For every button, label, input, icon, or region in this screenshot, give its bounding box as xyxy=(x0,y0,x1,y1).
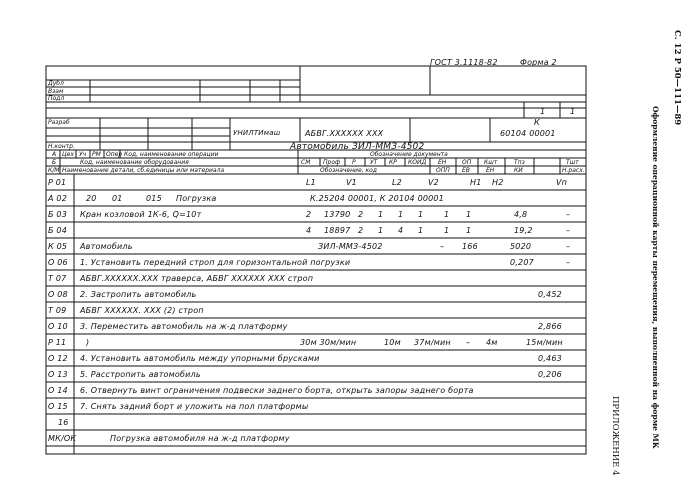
a02-section: 01 xyxy=(112,194,123,203)
b03-kr: 1 xyxy=(398,210,404,219)
hdr-nrash: Н.расх. xyxy=(562,167,585,174)
b04-tsht: – xyxy=(566,226,571,235)
hdr-r: Р xyxy=(352,159,356,166)
o08-time: 0,452 xyxy=(538,290,562,299)
b04-en: 1 xyxy=(444,226,450,235)
b04-koid: 1 xyxy=(418,226,424,235)
row-k05-id: К 05 xyxy=(48,242,68,251)
hdr-doc-title: Обозначение документа xyxy=(370,151,448,158)
appendix-label: ПРИЛОЖЕНИЕ 4 xyxy=(610,396,620,476)
k05-ki: 5020 xyxy=(510,242,532,251)
row-o08-id: О 08 xyxy=(48,290,68,299)
row-t09-id: Т 09 xyxy=(48,306,67,315)
b03-op: 1 xyxy=(466,210,472,219)
row-o14-id: О 14 xyxy=(48,386,68,395)
k05-code: ЗИЛ-ММЗ-4502 xyxy=(318,242,383,251)
product-name: Автомобиль ЗИЛ-ММЗ-4502 xyxy=(290,142,425,152)
k-mark: К xyxy=(534,118,540,127)
hdr-b: Б xyxy=(52,159,57,166)
k-code: 60104 00001 xyxy=(500,129,556,138)
row-o15-id: О 15 xyxy=(48,402,68,411)
b03-koid: 1 xyxy=(418,210,424,219)
hdr-oper: Опер xyxy=(106,151,123,158)
p01-vn: Vп xyxy=(556,178,568,187)
hdr-en2: ЕН xyxy=(486,167,495,174)
podl-label: Подл xyxy=(48,95,65,102)
row-16-id: 16 xyxy=(58,418,69,427)
hdr-rm: РМ xyxy=(92,151,101,158)
hdr-code: Обозначение, код xyxy=(320,167,377,174)
hdr-ksht: Кшт xyxy=(484,159,498,166)
hdr-ki: КИ xyxy=(514,167,523,174)
hdr-ev: ЕВ xyxy=(462,167,470,174)
hdr-kr: КР xyxy=(389,159,397,166)
p01-v1: V1 xyxy=(346,178,357,187)
form-label: Форма 2 xyxy=(520,58,557,67)
o14-step: 6. Отвернуть винт ограничения подвески заднего борта, открыть запоры заднего борта xyxy=(80,386,474,395)
b03-ut: 1 xyxy=(378,210,384,219)
p11-h2: 4м xyxy=(486,338,498,347)
p11-bracket: ) xyxy=(86,338,90,347)
p11-l1-v1: 30м 30м/мин xyxy=(300,338,357,347)
b04-sm: 4 xyxy=(306,226,312,235)
o13-step: 5. Расстропить автомобиль xyxy=(80,370,201,379)
footer-text: Погрузка автомобиля на ж-д платформу xyxy=(110,434,290,443)
hdr-km: К/М xyxy=(48,167,60,174)
sheet-number: 1 xyxy=(570,107,576,116)
b03-equipment: Кран козловой 1К-6, Q=10т xyxy=(80,210,202,219)
p11-h1: – xyxy=(466,338,471,347)
vzam-label: Взам xyxy=(48,88,64,95)
a02-operation: 015 xyxy=(146,194,162,203)
razrab-label: Разраб xyxy=(48,119,70,126)
k05-nrash: – xyxy=(566,242,571,251)
k05-ev: 166 xyxy=(462,242,478,251)
row-a02-id: А 02 xyxy=(48,194,67,203)
footer-mk: МК/ОК xyxy=(48,434,77,443)
row-o10-id: О 10 xyxy=(48,322,68,331)
a02-docs: К.25204 00001, К 20104 00001 xyxy=(310,194,445,203)
row-o13-id: О 13 xyxy=(48,370,68,379)
b04-op: 1 xyxy=(466,226,472,235)
b03-sm: 2 xyxy=(306,210,312,219)
p01-l1: L1 xyxy=(306,178,316,187)
hdr-en: ЕН xyxy=(438,159,447,166)
document-code: АБВГ.XXXXXX XXX xyxy=(305,129,384,138)
hdr-sm: СМ xyxy=(301,159,311,166)
row-o12-id: О 12 xyxy=(48,354,68,363)
row-p11-id: Р 11 xyxy=(48,338,67,347)
hdr-op: ОП xyxy=(462,159,472,166)
hdr-operation-title: Код, наименование операции xyxy=(124,151,219,158)
p01-h2: H2 xyxy=(492,178,504,187)
hdr-prof: Проф xyxy=(323,159,341,166)
a02-name: Погрузка xyxy=(176,194,217,203)
o12-time: 0,463 xyxy=(538,354,562,363)
row-b03-id: Б 03 xyxy=(48,210,68,219)
o13-time: 0,206 xyxy=(538,370,562,379)
p01-l2: L2 xyxy=(392,178,402,187)
b03-tpz: 4,8 xyxy=(514,210,528,219)
o15-step: 7. Снять задний борт и уложить на пол платформы xyxy=(80,402,309,411)
t07-tooling: АБВГ.XXXXXX.XXX траверса, АБВГ XXXXXX XXX строп xyxy=(80,274,314,283)
o06-time: 0,207 xyxy=(510,258,534,267)
hdr-tpz: Тпз xyxy=(514,159,525,166)
p01-h1: H1 xyxy=(470,178,482,187)
p01-v2: V2 xyxy=(428,178,439,187)
row-b04-id: Б 04 xyxy=(48,226,68,235)
hdr-koid: КОИД xyxy=(408,159,427,166)
k05-opp: – xyxy=(440,242,445,251)
hdr-tseh: Цех xyxy=(62,151,74,158)
hdr-opp: ОПП xyxy=(436,167,450,174)
hdr-part-title: Наименование детали, сб.единицы или материала xyxy=(62,167,225,174)
organization: УНИЛТИмаш xyxy=(233,129,281,137)
a02-shop: 20 xyxy=(86,194,97,203)
b04-tpz: 19,2 xyxy=(514,226,533,235)
hdr-uch: Уч xyxy=(79,151,87,158)
page-number: С. 12 Р 50—111—89 xyxy=(672,30,682,126)
b03-r: 2 xyxy=(358,210,364,219)
k05-material: Автомобиль xyxy=(80,242,133,251)
b04-kr: 4 xyxy=(398,226,404,235)
o10-time: 2,866 xyxy=(538,322,562,331)
page-title: Оформление операционной карты перемещения, выполненной на форме МК xyxy=(651,106,660,449)
o08-step: 2. Застропить автомобиль xyxy=(80,290,197,299)
b03-tsht: – xyxy=(566,210,571,219)
b03-prof: 13790 xyxy=(324,210,351,219)
p11-l2: 10м xyxy=(384,338,401,347)
gost-label: ГОСТ 3.1118-82 xyxy=(430,58,498,67)
hdr-equipment-title: Код, наименование оборудования xyxy=(80,159,189,166)
hdr-tsht: Тшт xyxy=(566,159,579,166)
b04-ut: 1 xyxy=(378,226,384,235)
p11-vn: 15м/мин xyxy=(526,338,563,347)
b04-prof: 18897 xyxy=(324,226,351,235)
b04-r: 2 xyxy=(358,226,364,235)
hdr-ut: УТ xyxy=(370,159,378,166)
b03-en: 1 xyxy=(444,210,450,219)
row-p01-id: Р 01 xyxy=(48,178,67,187)
o06-tsht: – xyxy=(566,258,571,267)
o10-step: 3. Переместить автомобиль на ж-д платформу xyxy=(80,322,288,331)
o12-step: 4. Установить автомобиль между упорными брусками xyxy=(80,354,320,363)
p11-v2: 37м/мин xyxy=(414,338,451,347)
dubl-label: Дубл xyxy=(48,80,64,87)
row-t07-id: Т 07 xyxy=(48,274,67,283)
n-kontr-label: Н.контр. xyxy=(48,143,75,150)
hdr-a: А xyxy=(52,151,57,158)
o06-step: 1. Установить передний строп для горизонтальной погрузки xyxy=(80,258,351,267)
t09-tooling: АБВГ XXXXXX. XXX (2) строп xyxy=(80,306,204,315)
sheet-count: 1 xyxy=(540,107,546,116)
row-o06-id: О 06 xyxy=(48,258,68,267)
